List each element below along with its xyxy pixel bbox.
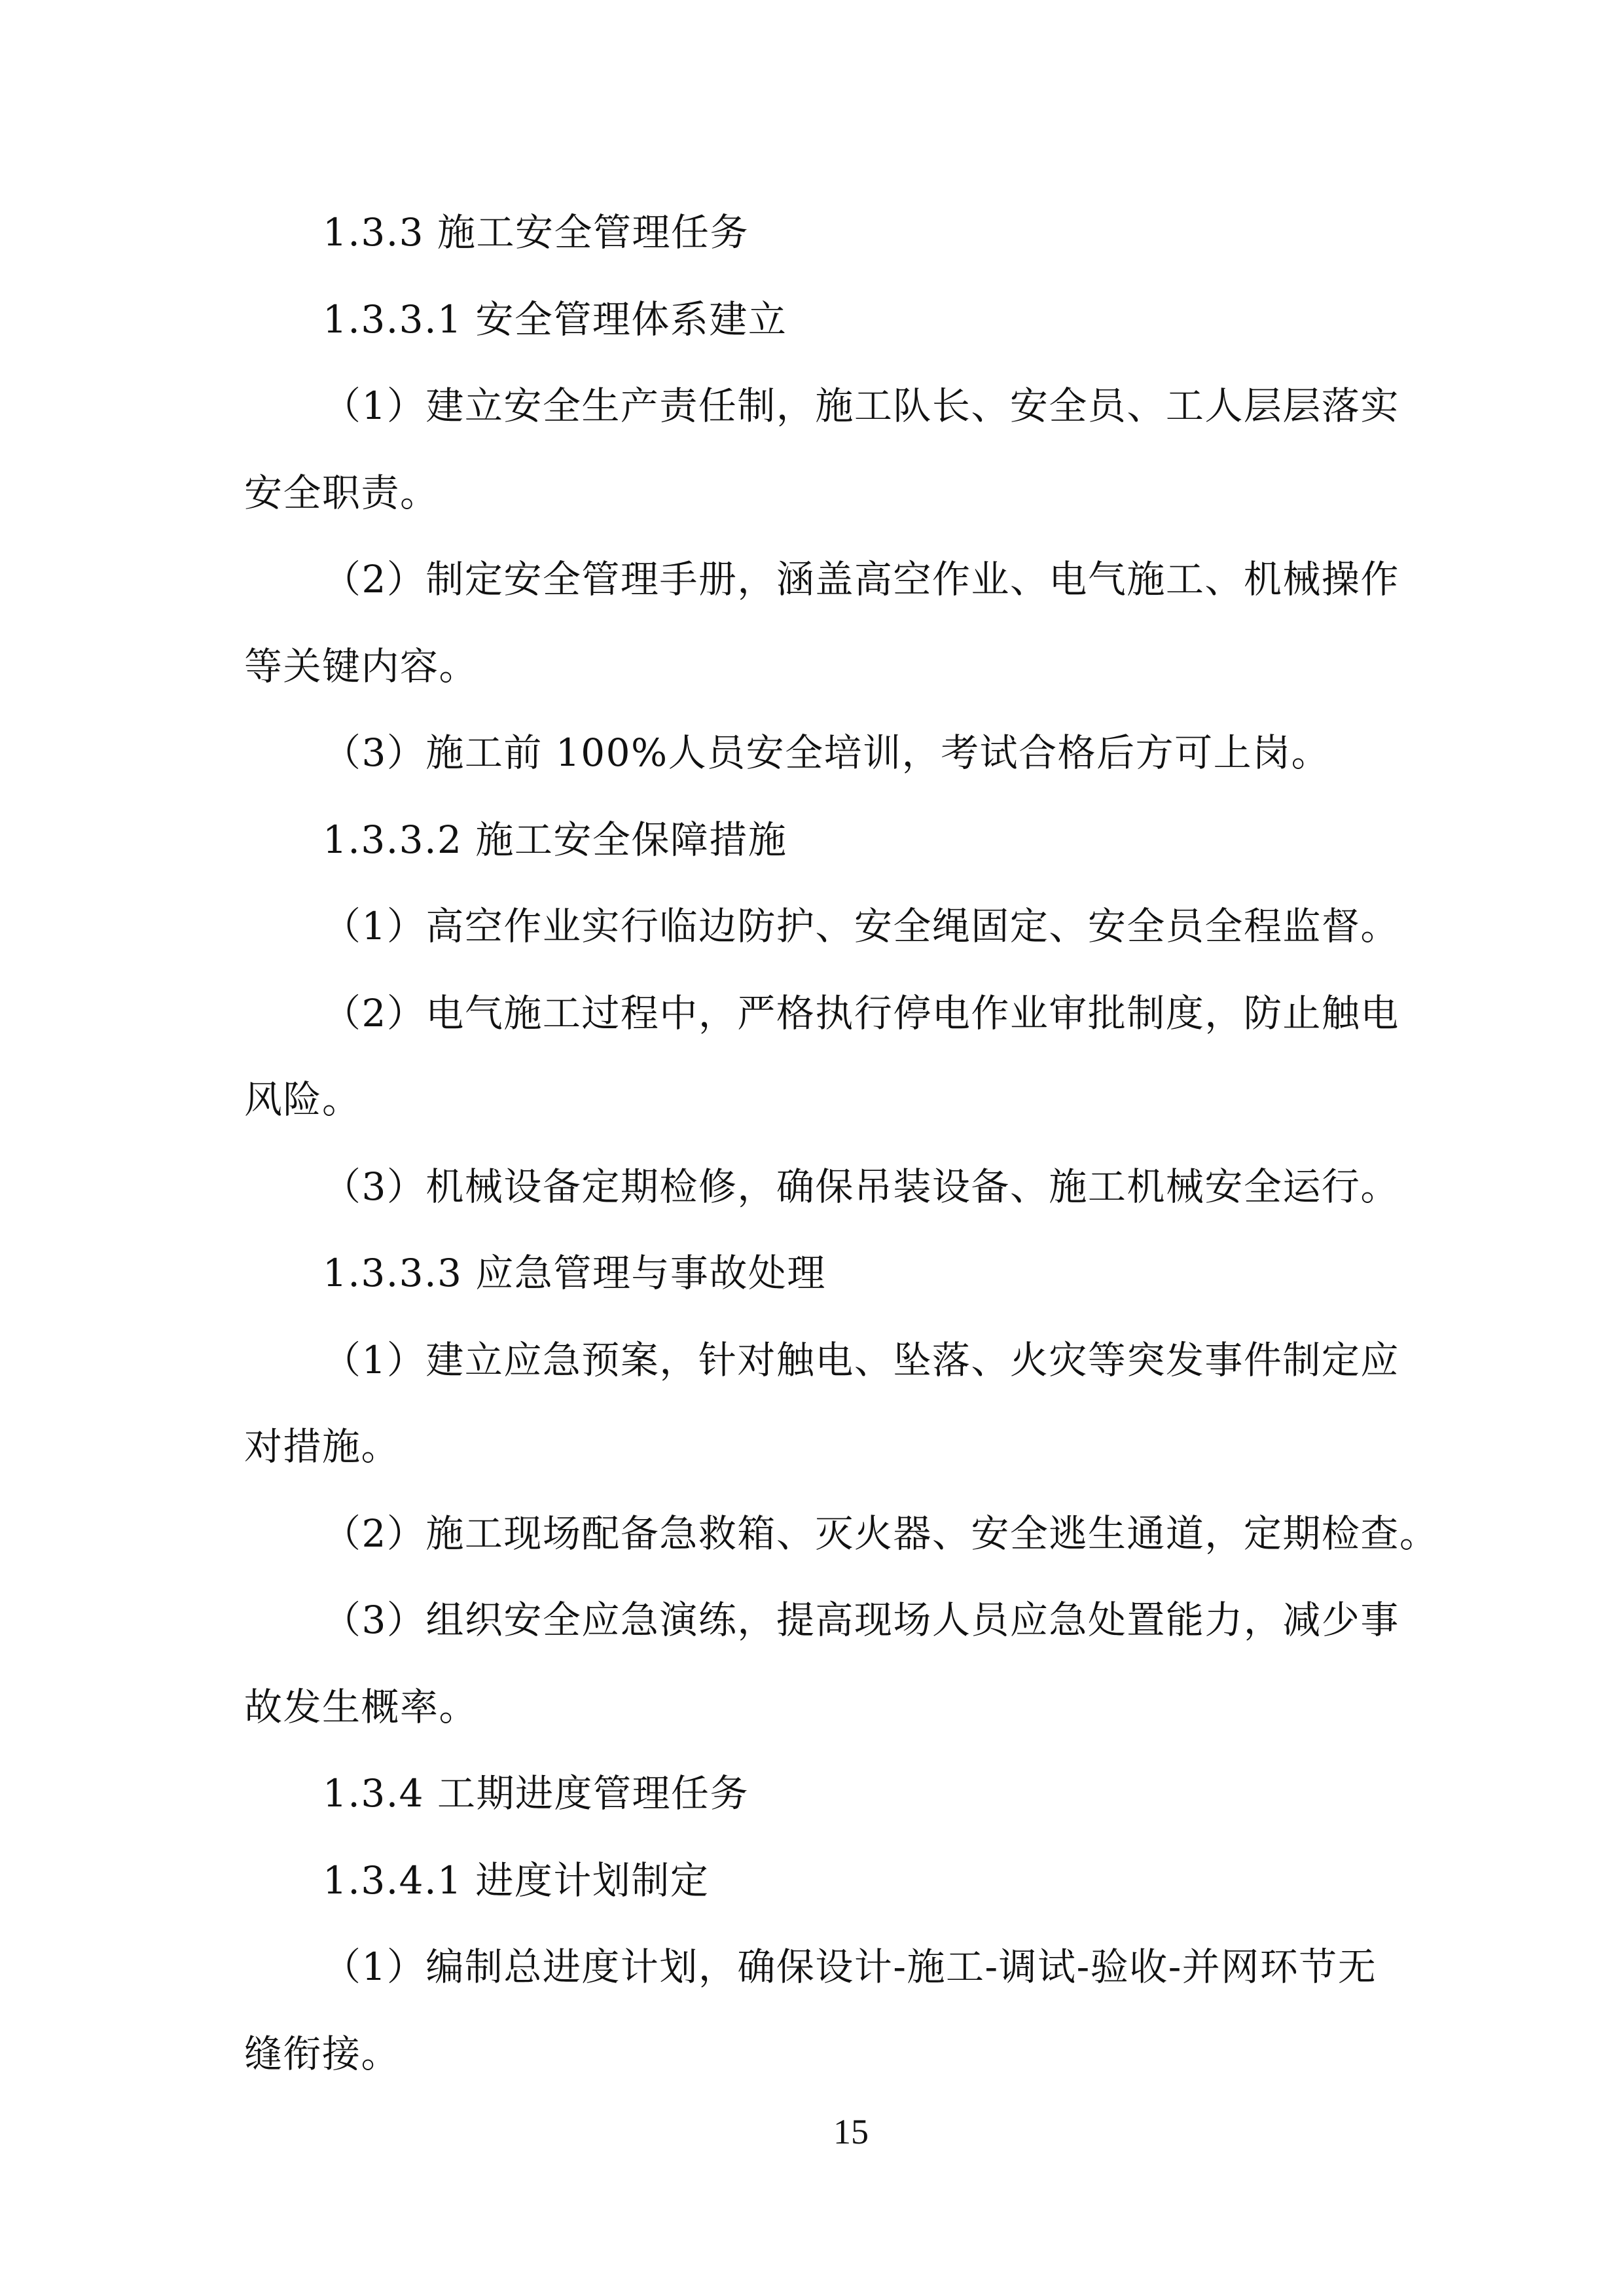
paragraph-line: （1）编制总进度计划，确保设计-施工-调试-验收-并网环节无 bbox=[323, 1945, 1377, 1989]
paragraph-line: 对措施。 bbox=[244, 1424, 401, 1469]
paragraph-line: 安全职责。 bbox=[244, 471, 439, 515]
paragraph-line: （2）电气施工过程中，严格执行停电作业审批制度，防止触电 bbox=[323, 991, 1399, 1035]
subsection-heading-1-3-3-1: 1.3.3.1 安全管理体系建立 bbox=[323, 297, 787, 342]
paragraph-line: （2）施工现场配备急救箱、灭火器、安全逃生通道，定期检查。 bbox=[323, 1511, 1439, 1556]
paragraph-line: 缝衔接。 bbox=[244, 2032, 401, 2076]
paragraph-line: （1）高空作业实行临边防护、安全绳固定、安全员全程监督。 bbox=[323, 904, 1399, 948]
paragraph-line: （1）建立安全生产责任制，施工队长、安全员、工人层层落实 bbox=[323, 384, 1399, 428]
subsection-heading-1-3-3-2: 1.3.3.2 施工安全保障措施 bbox=[323, 817, 787, 862]
paragraph-line: （1）建立应急预案，针对触电、坠落、火灾等突发事件制定应 bbox=[323, 1338, 1399, 1382]
paragraph-line: （3）机械设备定期检修，确保吊装设备、施工机械安全运行。 bbox=[323, 1164, 1399, 1209]
paragraph-line: （3）施工前 100%人员安全培训，考试合格后方可上岗。 bbox=[323, 730, 1331, 775]
section-heading-1-3-4: 1.3.4 工期进度管理任务 bbox=[323, 1771, 749, 1816]
page-number: 15 bbox=[833, 2112, 869, 2151]
paragraph-line: 故发生概率。 bbox=[244, 1685, 478, 1729]
subsection-heading-1-3-3-3: 1.3.3.3 应急管理与事故处理 bbox=[323, 1251, 826, 1295]
paragraph-line: 风险。 bbox=[244, 1077, 361, 1122]
subsection-heading-1-3-4-1: 1.3.4.1 进度计划制定 bbox=[323, 1858, 710, 1903]
paragraph-line: （3）组织安全应急演练，提高现场人员应急处置能力，减少事 bbox=[323, 1598, 1399, 1642]
paragraph-line: （2）制定安全管理手册，涵盖高空作业、电气施工、机械操作 bbox=[323, 557, 1399, 601]
section-heading-1-3-3: 1.3.3 施工安全管理任务 bbox=[323, 210, 749, 255]
paragraph-line: 等关键内容。 bbox=[244, 644, 478, 689]
